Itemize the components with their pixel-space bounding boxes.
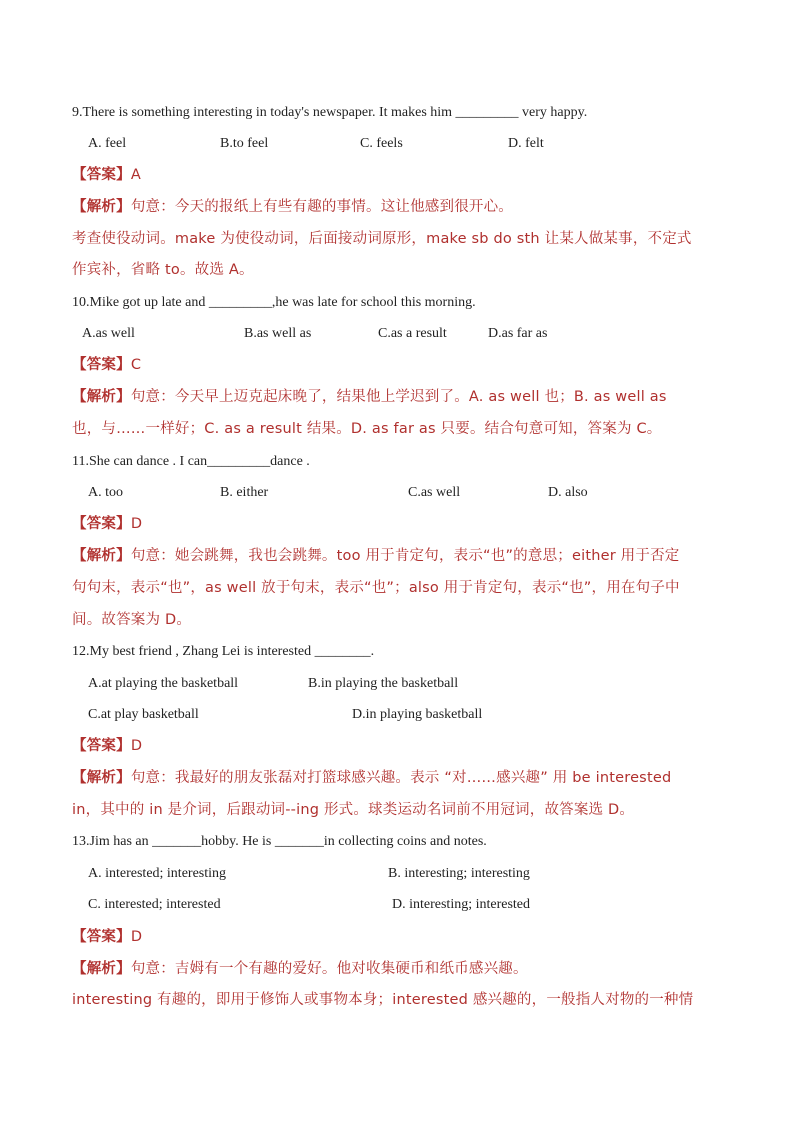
question-10-answer (72, 355, 141, 375)
question-13-stem: 13.Jim has an _______hobby. He is _______in collecting coins and notes. (72, 834, 487, 849)
question-10-analysis-2: 也，与……一样好；C. as a result 结果。D. as far as 只要。结合句意可知，答案为 C。 (72, 421, 662, 437)
answer-value: D (130, 738, 142, 754)
question-13-answer (72, 927, 142, 947)
analysis-tag: 【解析】 (72, 961, 131, 977)
question-9-analysis-2: 考查使役动词。make 为使役动词，后面接动词原形，make sb do sth 让某人做某事，不定式 (72, 231, 692, 247)
option-d: D. felt (508, 136, 544, 151)
analysis-text: 句意：吉姆有一个有趣的爱好。他对收集硬币和纸币感兴趣。 (130, 961, 528, 977)
analysis-text: 句意：我最好的朋友张磊对打篮球感兴趣。表示 “对……感兴趣” 用 be interested (130, 770, 672, 786)
question-12-analysis-2: in，其中的 in 是介词，后跟动词--ing 形式。球类运动名词前不用冠词，故答案选 D。 (72, 802, 635, 818)
option-b: B. interesting; interesting (388, 866, 530, 881)
question-12-analysis-1 (72, 768, 671, 788)
question-10-analysis-1 (72, 387, 667, 407)
option-c: C.as well (408, 485, 461, 500)
analysis-text: 句意：今天的报纸上有些有趣的事情。这让他感到很开心。 (130, 199, 514, 215)
option-b: B.as well as (244, 326, 312, 341)
option-d: D.as far as (488, 326, 548, 341)
answer-tag: 【答案】 (72, 929, 131, 945)
answer-value: D (130, 516, 142, 532)
analysis-tag: 【解析】 (72, 770, 131, 786)
question-11-analysis-3: 间。故答案为 D。 (72, 612, 192, 628)
option-c: C.at play basketball (88, 707, 199, 722)
option-c: C. interested; interested (88, 897, 221, 912)
question-11-analysis-2: 句句末，表示“也”，as well 放于句末，表示“也”；also 用于肯定句，表示“也”，用在句子中 (72, 580, 680, 596)
question-9-stem: 9.There is something interesting in today's newspaper. It makes him _________ very happy. (72, 105, 588, 120)
question-12-answer (72, 736, 142, 756)
answer-tag: 【答案】 (72, 738, 131, 754)
option-a: A.at playing the basketball (88, 676, 239, 691)
question-12-stem: 12.My best friend , Zhang Lei is interested ________. (72, 644, 375, 659)
answer-tag: 【答案】 (72, 357, 131, 373)
option-a: A.as well (82, 326, 135, 341)
question-10-stem: 10.Mike got up late and _________,he was late for school this morning. (72, 295, 476, 310)
question-13-analysis-1 (72, 959, 528, 979)
option-c: C.as a result (378, 326, 447, 341)
question-9-analysis-3: 作宾补，省略 to。故选 A。 (72, 262, 254, 278)
analysis-tag: 【解析】 (72, 199, 131, 215)
answer-tag: 【答案】 (72, 167, 131, 183)
answer-value: D (130, 929, 142, 945)
answer-tag: 【答案】 (72, 516, 131, 532)
option-d: D. also (548, 485, 588, 500)
option-d: D. interesting; interested (392, 897, 531, 912)
analysis-text: 句意：她会跳舞，我也会跳舞。too 用于肯定句，表示“也”的意思；either 用于否定 (130, 548, 680, 564)
answer-value: A (130, 167, 141, 183)
question-9-answer (72, 165, 141, 185)
option-a: A. feel (88, 136, 127, 151)
analysis-tag: 【解析】 (72, 389, 131, 405)
option-b: B.in playing the basketball (308, 676, 459, 691)
analysis-tag: 【解析】 (72, 548, 131, 564)
analysis-text: 句意：今天早上迈克起床晚了，结果他上学迟到了。A. as well 也；B. as well as (130, 389, 667, 405)
option-b: B. either (220, 485, 269, 500)
question-11-stem: 11.She can dance . I can_________dance . (72, 454, 310, 469)
option-a: A. too (88, 485, 123, 500)
option-d: D.in playing basketball (352, 707, 483, 722)
question-11-analysis-1 (72, 546, 680, 566)
question-9-analysis-1 (72, 197, 513, 217)
question-13-analysis-2: interesting 有趣的，即用于修饰人或事物本身；interested 感兴趣的，一般指人对物的一种情 (72, 992, 694, 1008)
answer-value: C (130, 357, 141, 373)
option-c: C. feels (360, 136, 403, 151)
question-11-answer (72, 514, 142, 534)
option-a: A. interested; interesting (88, 866, 227, 881)
option-b: B.to feel (220, 136, 269, 151)
